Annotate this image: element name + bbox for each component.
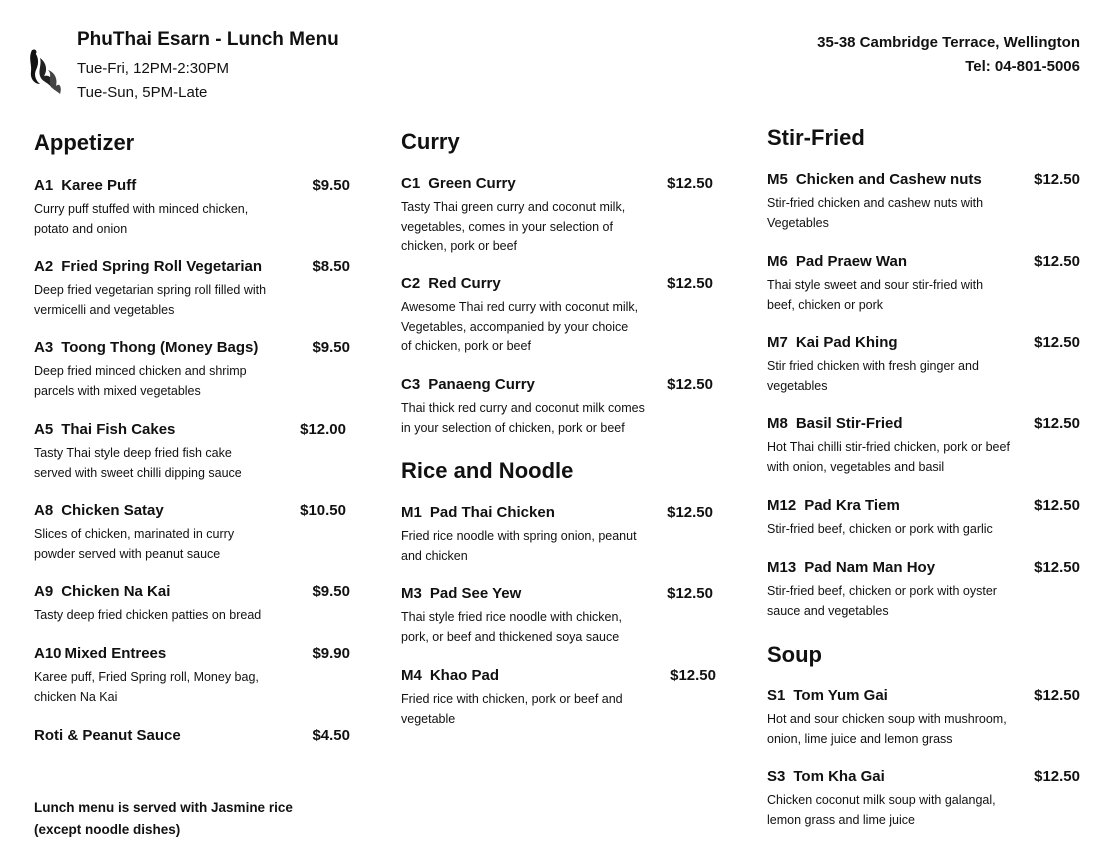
hours-evening: Tue-Sun, 5PM-Late bbox=[77, 84, 208, 101]
item-price: $12.50 bbox=[1034, 253, 1080, 270]
item-price: $12.50 bbox=[667, 275, 713, 292]
item-description: Deep fried minced chicken and shrimp parcels with mixed vegetables bbox=[34, 364, 247, 398]
item-name: M13 Pad Nam Man Hoy bbox=[767, 559, 936, 576]
section-title-appetizer: Appetizer bbox=[34, 130, 135, 155]
item-price: $12.50 bbox=[670, 667, 716, 684]
item-price: $4.50 bbox=[312, 727, 350, 744]
item-price: $12.50 bbox=[667, 175, 713, 192]
item-description: Stir-fried beef, chicken or pork with garlic bbox=[767, 522, 993, 536]
item-description: Hot Thai chilli stir-fried chicken, pork or beef with onion, vegetables and basil bbox=[767, 440, 1010, 474]
item-description: Thai style fried rice noodle with chicken, pork, or beef and thickened soya sauce bbox=[401, 610, 622, 644]
item-price: $9.90 bbox=[312, 645, 350, 662]
item-description: Fried rice with chicken, pork or beef and vegetable bbox=[401, 692, 623, 726]
item-description: Tasty Thai style deep fried fish cake served with sweet chilli dipping sauce bbox=[34, 446, 242, 480]
item-name: A3 Toong Thong (Money Bags) bbox=[34, 339, 259, 356]
item-description: Tasty Thai green curry and coconut milk, vegetables, comes in your selection of chicken, pork or beef bbox=[401, 200, 626, 253]
item-description: Fried rice noodle with spring onion, peanut and chicken bbox=[401, 529, 637, 563]
item-price: $10.50 bbox=[300, 502, 346, 519]
item-name: M4 Khao Pad bbox=[401, 667, 500, 684]
item-name: A8 Chicken Satay bbox=[34, 502, 164, 519]
address: 35-38 Cambridge Terrace, Wellington bbox=[817, 34, 1080, 51]
item-price: $12.50 bbox=[667, 376, 713, 393]
item-name: A5 Thai Fish Cakes bbox=[34, 421, 176, 438]
rice-note: Lunch menu is served with Jasmine rice (except noodle dishes) bbox=[34, 800, 293, 837]
item-description: Tasty deep fried chicken patties on bread bbox=[34, 608, 262, 622]
item-description: Karee puff, Fried Spring roll, Money bag, chicken Na Kai bbox=[34, 670, 259, 704]
item-price: $12.50 bbox=[667, 585, 713, 602]
item-price: $12.50 bbox=[1034, 497, 1080, 514]
item-name: C3 Panaeng Curry bbox=[401, 376, 535, 393]
item-description: Stir-fried beef, chicken or pork with oyster sauce and vegetables bbox=[767, 584, 997, 618]
hours-weekday: Tue-Fri, 12PM-2:30PM bbox=[77, 60, 229, 77]
item-price: $12.50 bbox=[1034, 334, 1080, 351]
item-price: $12.50 bbox=[1034, 687, 1080, 704]
item-description: Chicken coconut milk soup with galangal, lemon grass and lime juice bbox=[767, 793, 996, 827]
item-name: M3 Pad See Yew bbox=[401, 585, 522, 602]
item-description: Thai thick red curry and coconut milk comes in your selection of chicken, pork or beef bbox=[401, 401, 645, 435]
item-price: $9.50 bbox=[312, 339, 350, 356]
item-description: Deep fried vegetarian spring roll filled with vermicelli and vegetables bbox=[34, 283, 267, 317]
item-name: M7 Kai Pad Khing bbox=[767, 334, 898, 351]
item-name: C1 Green Curry bbox=[401, 175, 516, 192]
item-description: Stir-fried chicken and cashew nuts with Vegetables bbox=[767, 196, 984, 230]
thai-dancer-logo-icon bbox=[22, 44, 66, 96]
item-name: A9 Chicken Na Kai bbox=[34, 583, 171, 600]
item-description: Thai style sweet and sour stir-fried with beef, chicken or pork bbox=[767, 278, 984, 312]
item-price: $8.50 bbox=[312, 258, 350, 275]
phone: Tel: 04-801-5006 bbox=[965, 58, 1080, 75]
section-title-soup: Soup bbox=[767, 642, 822, 667]
item-price: $12.50 bbox=[1034, 768, 1080, 785]
section-title-rice-noodle: Rice and Noodle bbox=[401, 458, 574, 483]
item-name: S3 Tom Kha Gai bbox=[767, 768, 885, 785]
item-name: A1 Karee Puff bbox=[34, 177, 137, 194]
item-name: A2 Fried Spring Roll Vegetarian bbox=[34, 258, 263, 275]
item-name: M1 Pad Thai Chicken bbox=[401, 504, 555, 521]
item-name: S1 Tom Yum Gai bbox=[767, 687, 888, 704]
section-title-curry: Curry bbox=[401, 129, 460, 154]
item-price: $12.00 bbox=[300, 421, 346, 438]
item-description: Hot and sour chicken soup with mushroom, onion, lime juice and lemon grass bbox=[767, 712, 1007, 746]
item-name: A10 Mixed Entrees bbox=[34, 645, 167, 662]
item-description: Slices of chicken, marinated in curry powder served with peanut sauce bbox=[34, 527, 235, 561]
item-name: M5 Chicken and Cashew nuts bbox=[767, 171, 982, 188]
item-name: C2 Red Curry bbox=[401, 275, 501, 292]
item-price: $12.50 bbox=[1034, 171, 1080, 188]
item-price: $9.50 bbox=[312, 583, 350, 600]
menu-title: PhuThai Esarn - Lunch Menu bbox=[77, 29, 339, 50]
item-name: Roti & Peanut Sauce bbox=[34, 727, 181, 744]
item-description: Stir fried chicken with fresh ginger and vegetables bbox=[767, 359, 979, 393]
section-title-stir-fried: Stir-Fried bbox=[767, 125, 865, 150]
item-description: Awesome Thai red curry with coconut milk, Vegetables, accompanied by your choice of chicken, pork or beef bbox=[401, 300, 639, 353]
item-name: M6 Pad Praew Wan bbox=[767, 253, 907, 270]
item-name: M12 Pad Kra Tiem bbox=[767, 497, 900, 514]
item-price: $12.50 bbox=[667, 504, 713, 521]
item-price: $9.50 bbox=[312, 177, 350, 194]
item-name: M8 Basil Stir-Fried bbox=[767, 415, 903, 432]
item-price: $12.50 bbox=[1034, 559, 1080, 576]
item-description: Curry puff stuffed with minced chicken, potato and onion bbox=[34, 202, 249, 236]
item-price: $12.50 bbox=[1034, 415, 1080, 432]
